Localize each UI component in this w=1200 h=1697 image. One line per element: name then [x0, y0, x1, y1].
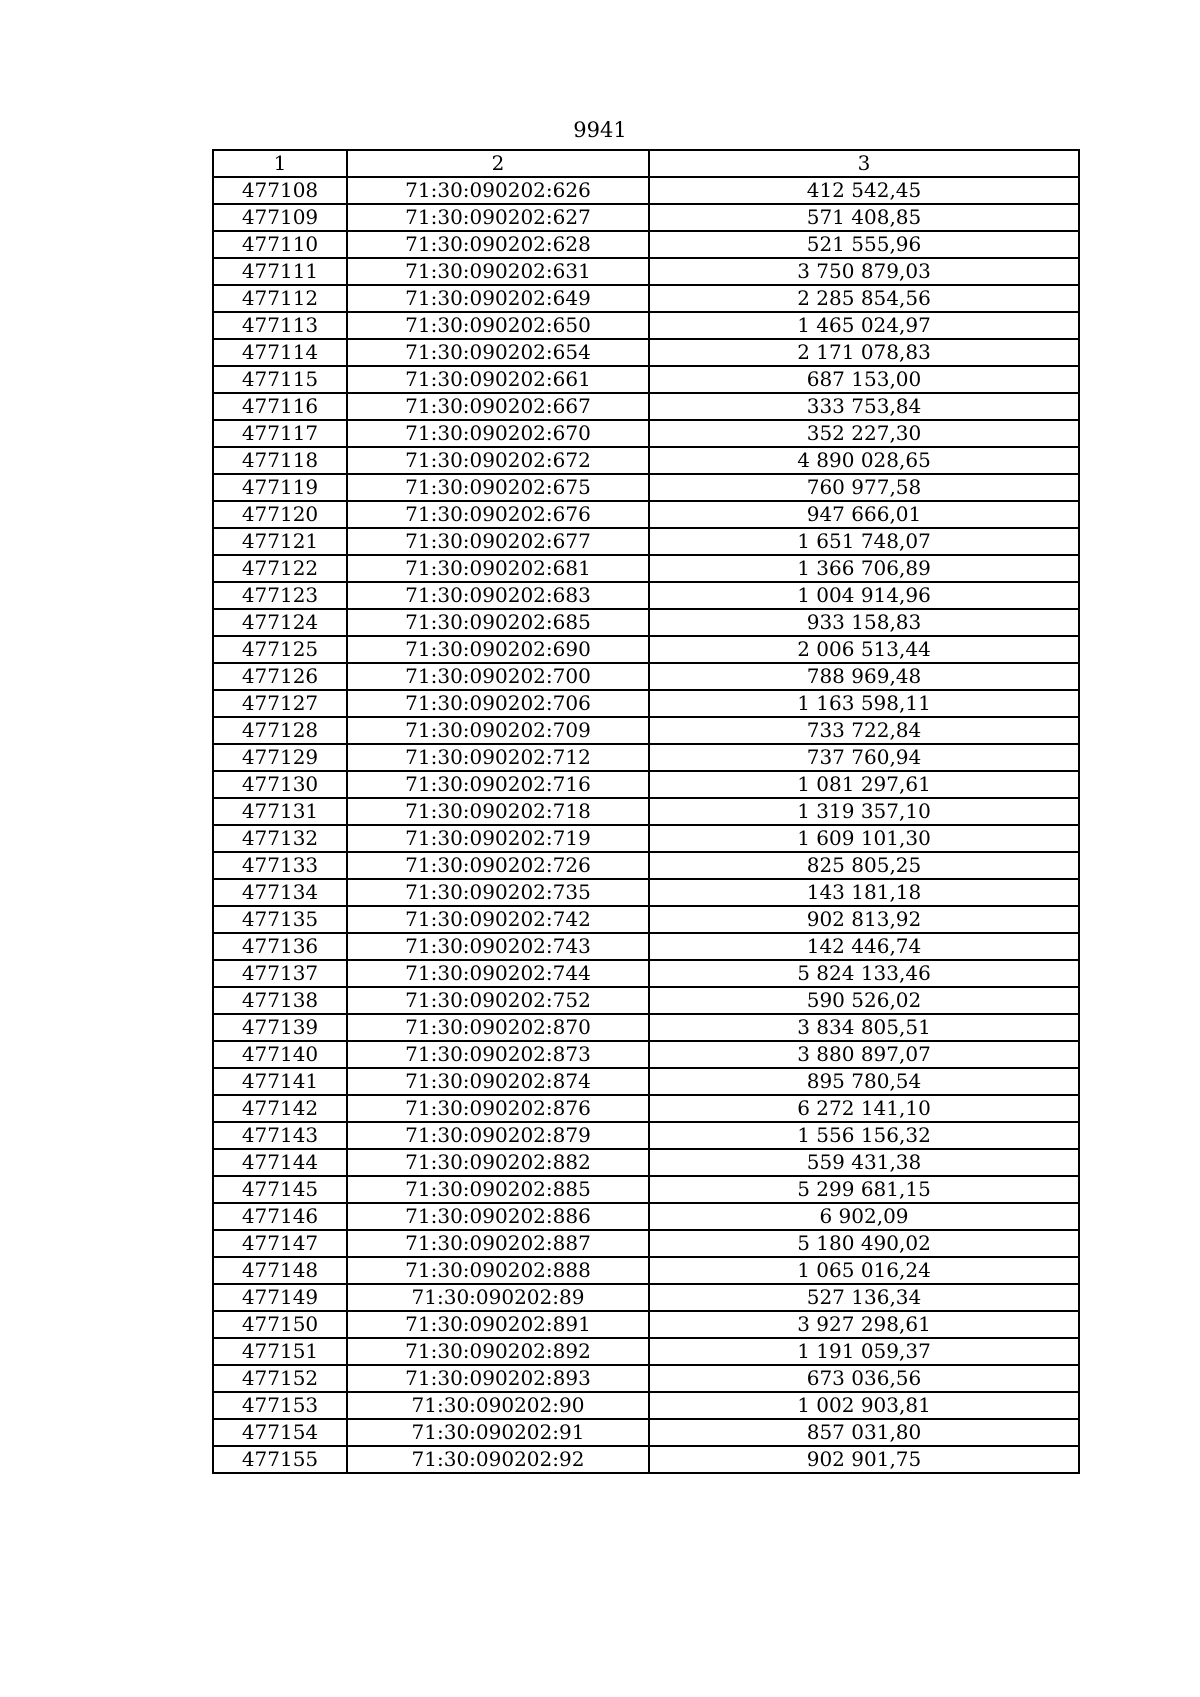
cell-number: 477144 [213, 1149, 347, 1176]
cell-value: 760 977,58 [649, 474, 1079, 501]
cell-number: 477132 [213, 825, 347, 852]
table-row [213, 582, 1079, 609]
column-header-3: 3 [649, 150, 1079, 177]
cell-value: 902 813,92 [649, 906, 1079, 933]
cell-value: 1 609 101,30 [649, 825, 1079, 852]
cell-number: 477109 [213, 204, 347, 231]
cell-cadastral-id: 71:30:090202:89 [347, 1284, 649, 1311]
cell-value: 733 722,84 [649, 717, 1079, 744]
table-row [213, 690, 1079, 717]
cell-number: 477134 [213, 879, 347, 906]
cell-value: 521 555,96 [649, 231, 1079, 258]
table-row [213, 420, 1079, 447]
cell-number: 477126 [213, 663, 347, 690]
cell-number: 477140 [213, 1041, 347, 1068]
cell-cadastral-id: 71:30:090202:667 [347, 393, 649, 420]
cell-number: 477113 [213, 312, 347, 339]
cell-cadastral-id: 71:30:090202:882 [347, 1149, 649, 1176]
table-row [213, 798, 1079, 825]
cell-cadastral-id: 71:30:090202:676 [347, 501, 649, 528]
cell-number: 477155 [213, 1446, 347, 1473]
table-body [213, 177, 1079, 1473]
cell-number: 477114 [213, 339, 347, 366]
cell-value: 1 465 024,97 [649, 312, 1079, 339]
cell-value: 1 081 297,61 [649, 771, 1079, 798]
cell-cadastral-id: 71:30:090202:690 [347, 636, 649, 663]
cell-cadastral-id: 71:30:090202:874 [347, 1068, 649, 1095]
cell-value: 1 002 903,81 [649, 1392, 1079, 1419]
cell-number: 477117 [213, 420, 347, 447]
cell-number: 477121 [213, 528, 347, 555]
cell-cadastral-id: 71:30:090202:683 [347, 582, 649, 609]
cell-value: 737 760,94 [649, 744, 1079, 771]
cell-cadastral-id: 71:30:090202:893 [347, 1365, 649, 1392]
cell-number: 477129 [213, 744, 347, 771]
cell-value: 4 890 028,65 [649, 447, 1079, 474]
cell-cadastral-id: 71:30:090202:718 [347, 798, 649, 825]
cell-number: 477149 [213, 1284, 347, 1311]
table-row [213, 474, 1079, 501]
cell-value: 687 153,00 [649, 366, 1079, 393]
table-row [213, 1419, 1079, 1446]
cell-cadastral-id: 71:30:090202:650 [347, 312, 649, 339]
cell-value: 895 780,54 [649, 1068, 1079, 1095]
table-row [213, 1203, 1079, 1230]
column-header-1: 1 [213, 150, 347, 177]
cell-number: 477131 [213, 798, 347, 825]
cell-cadastral-id: 71:30:090202:879 [347, 1122, 649, 1149]
cell-number: 477108 [213, 177, 347, 204]
cell-value: 933 158,83 [649, 609, 1079, 636]
page-number: 9941 [573, 118, 627, 142]
cell-value: 1 556 156,32 [649, 1122, 1079, 1149]
table-row [213, 1311, 1079, 1338]
cell-value: 590 526,02 [649, 987, 1079, 1014]
cell-cadastral-id: 71:30:090202:873 [347, 1041, 649, 1068]
cell-cadastral-id: 71:30:090202:627 [347, 204, 649, 231]
cell-cadastral-id: 71:30:090202:709 [347, 717, 649, 744]
table-row [213, 744, 1079, 771]
cell-cadastral-id: 71:30:090202:885 [347, 1176, 649, 1203]
cell-value: 6 902,09 [649, 1203, 1079, 1230]
cell-number: 477123 [213, 582, 347, 609]
table-row [213, 231, 1079, 258]
cell-number: 477152 [213, 1365, 347, 1392]
cell-number: 477145 [213, 1176, 347, 1203]
cell-number: 477110 [213, 231, 347, 258]
table-row [213, 1284, 1079, 1311]
table-row [213, 1122, 1079, 1149]
table-row [213, 1365, 1079, 1392]
table-header-row [213, 150, 1079, 177]
cell-value: 673 036,56 [649, 1365, 1079, 1392]
cell-number: 477124 [213, 609, 347, 636]
table-row [213, 447, 1079, 474]
cell-value: 2 171 078,83 [649, 339, 1079, 366]
cell-value: 142 446,74 [649, 933, 1079, 960]
cell-value: 412 542,45 [649, 177, 1079, 204]
cell-cadastral-id: 71:30:090202:888 [347, 1257, 649, 1284]
cell-value: 1 319 357,10 [649, 798, 1079, 825]
table-row [213, 1068, 1079, 1095]
cell-value: 788 969,48 [649, 663, 1079, 690]
table-row [213, 285, 1079, 312]
cell-number: 477120 [213, 501, 347, 528]
cell-cadastral-id: 71:30:090202:90 [347, 1392, 649, 1419]
cell-value: 352 227,30 [649, 420, 1079, 447]
cell-cadastral-id: 71:30:090202:654 [347, 339, 649, 366]
table-row [213, 771, 1079, 798]
cell-cadastral-id: 71:30:090202:886 [347, 1203, 649, 1230]
cell-number: 477136 [213, 933, 347, 960]
cell-number: 477112 [213, 285, 347, 312]
cell-cadastral-id: 71:30:090202:719 [347, 825, 649, 852]
table-row [213, 339, 1079, 366]
table-row [213, 555, 1079, 582]
table-row [213, 906, 1079, 933]
cell-cadastral-id: 71:30:090202:677 [347, 528, 649, 555]
cell-number: 477122 [213, 555, 347, 582]
cell-number: 477150 [213, 1311, 347, 1338]
cell-value: 947 666,01 [649, 501, 1079, 528]
cell-value: 571 408,85 [649, 204, 1079, 231]
cell-number: 477141 [213, 1068, 347, 1095]
cell-value: 857 031,80 [649, 1419, 1079, 1446]
cell-value: 6 272 141,10 [649, 1095, 1079, 1122]
cell-value: 5 180 490,02 [649, 1230, 1079, 1257]
column-header-2: 2 [347, 150, 649, 177]
cell-value: 3 834 805,51 [649, 1014, 1079, 1041]
table-row [213, 1176, 1079, 1203]
cell-number: 477139 [213, 1014, 347, 1041]
table-row [213, 1149, 1079, 1176]
table-row [213, 987, 1079, 1014]
cell-value: 1 366 706,89 [649, 555, 1079, 582]
table-row [213, 960, 1079, 987]
cell-number: 477138 [213, 987, 347, 1014]
table-row [213, 312, 1079, 339]
cell-cadastral-id: 71:30:090202:735 [347, 879, 649, 906]
cell-cadastral-id: 71:30:090202:892 [347, 1338, 649, 1365]
table-row [213, 366, 1079, 393]
cell-number: 477115 [213, 366, 347, 393]
cell-number: 477128 [213, 717, 347, 744]
cell-value: 1 004 914,96 [649, 582, 1079, 609]
cell-value: 2 285 854,56 [649, 285, 1079, 312]
cell-number: 477118 [213, 447, 347, 474]
table-row [213, 879, 1079, 906]
table-row [213, 636, 1079, 663]
cell-number: 477111 [213, 258, 347, 285]
cell-value: 5 824 133,46 [649, 960, 1079, 987]
table-row [213, 258, 1079, 285]
cell-cadastral-id: 71:30:090202:870 [347, 1014, 649, 1041]
cell-cadastral-id: 71:30:090202:649 [347, 285, 649, 312]
cell-cadastral-id: 71:30:090202:744 [347, 960, 649, 987]
cell-value: 143 181,18 [649, 879, 1079, 906]
cell-value: 333 753,84 [649, 393, 1079, 420]
table-row [213, 1041, 1079, 1068]
cell-value: 1 163 598,11 [649, 690, 1079, 717]
cell-value: 5 299 681,15 [649, 1176, 1079, 1203]
cell-number: 477147 [213, 1230, 347, 1257]
cell-cadastral-id: 71:30:090202:681 [347, 555, 649, 582]
cell-cadastral-id: 71:30:090202:716 [347, 771, 649, 798]
table-row [213, 1257, 1079, 1284]
cell-cadastral-id: 71:30:090202:742 [347, 906, 649, 933]
cell-cadastral-id: 71:30:090202:661 [347, 366, 649, 393]
cell-number: 477146 [213, 1203, 347, 1230]
table-row [213, 528, 1079, 555]
cell-value: 559 431,38 [649, 1149, 1079, 1176]
cell-cadastral-id: 71:30:090202:700 [347, 663, 649, 690]
cell-cadastral-id: 71:30:090202:752 [347, 987, 649, 1014]
table-row [213, 1014, 1079, 1041]
table-row [213, 852, 1079, 879]
table-row [213, 717, 1079, 744]
table-row [213, 204, 1079, 231]
cell-cadastral-id: 71:30:090202:628 [347, 231, 649, 258]
cell-number: 477125 [213, 636, 347, 663]
table-row [213, 393, 1079, 420]
cell-cadastral-id: 71:30:090202:887 [347, 1230, 649, 1257]
cell-cadastral-id: 71:30:090202:631 [347, 258, 649, 285]
cell-cadastral-id: 71:30:090202:670 [347, 420, 649, 447]
cell-cadastral-id: 71:30:090202:672 [347, 447, 649, 474]
cell-number: 477135 [213, 906, 347, 933]
cell-cadastral-id: 71:30:090202:92 [347, 1446, 649, 1473]
cell-value: 1 651 748,07 [649, 528, 1079, 555]
table-row [213, 1095, 1079, 1122]
cell-cadastral-id: 71:30:090202:712 [347, 744, 649, 771]
cell-value: 825 805,25 [649, 852, 1079, 879]
table-row [213, 609, 1079, 636]
cell-value: 902 901,75 [649, 1446, 1079, 1473]
cell-number: 477133 [213, 852, 347, 879]
table-row [213, 1446, 1079, 1473]
cell-cadastral-id: 71:30:090202:876 [347, 1095, 649, 1122]
cell-number: 477154 [213, 1419, 347, 1446]
cell-number: 477151 [213, 1338, 347, 1365]
cell-number: 477119 [213, 474, 347, 501]
data-table [212, 149, 1080, 1474]
cell-value: 3 880 897,07 [649, 1041, 1079, 1068]
cell-value: 527 136,34 [649, 1284, 1079, 1311]
table-row [213, 663, 1079, 690]
table-row [213, 177, 1079, 204]
table-row [213, 1338, 1079, 1365]
cell-cadastral-id: 71:30:090202:726 [347, 852, 649, 879]
cell-value: 2 006 513,44 [649, 636, 1079, 663]
table-row [213, 501, 1079, 528]
cell-number: 477127 [213, 690, 347, 717]
cell-number: 477130 [213, 771, 347, 798]
cell-cadastral-id: 71:30:090202:685 [347, 609, 649, 636]
cell-value: 3 927 298,61 [649, 1311, 1079, 1338]
table-row [213, 825, 1079, 852]
cell-value: 3 750 879,03 [649, 258, 1079, 285]
cell-cadastral-id: 71:30:090202:706 [347, 690, 649, 717]
cell-number: 477142 [213, 1095, 347, 1122]
cell-cadastral-id: 71:30:090202:891 [347, 1311, 649, 1338]
table-row [213, 1392, 1079, 1419]
cell-cadastral-id: 71:30:090202:91 [347, 1419, 649, 1446]
cell-number: 477143 [213, 1122, 347, 1149]
cell-value: 1 191 059,37 [649, 1338, 1079, 1365]
cell-number: 477116 [213, 393, 347, 420]
table-row [213, 1230, 1079, 1257]
cell-value: 1 065 016,24 [649, 1257, 1079, 1284]
table-row [213, 933, 1079, 960]
cell-number: 477148 [213, 1257, 347, 1284]
cell-number: 477137 [213, 960, 347, 987]
cell-cadastral-id: 71:30:090202:626 [347, 177, 649, 204]
cell-cadastral-id: 71:30:090202:743 [347, 933, 649, 960]
cell-number: 477153 [213, 1392, 347, 1419]
cell-cadastral-id: 71:30:090202:675 [347, 474, 649, 501]
